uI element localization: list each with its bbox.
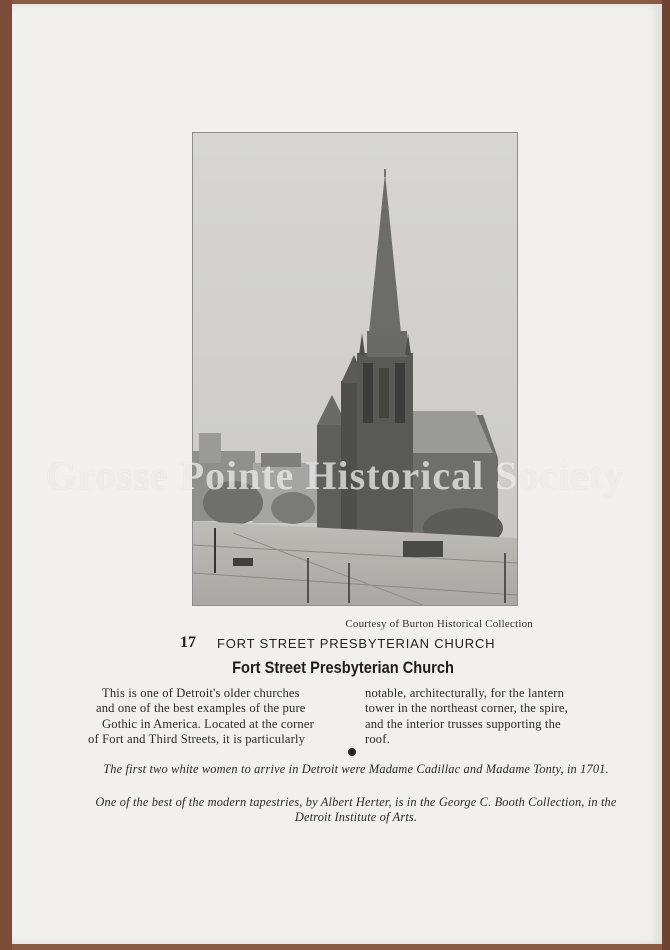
plate-title: FORT STREET PRESBYTERIAN CHURCH	[217, 636, 496, 651]
body-line: and the interior trusses supporting the	[365, 716, 561, 731]
church-illustration	[193, 133, 517, 605]
column-bullet	[348, 748, 356, 756]
body-line: tower in the northeast corner, the spire,	[365, 701, 568, 716]
body-line: notable, architecturally, for the lantern	[365, 686, 565, 700]
section-heading: Fort Street Presbyterian Church	[232, 658, 454, 677]
photo-credit: Courtesy of Burton Historical Collection	[345, 618, 533, 630]
footnote-women: The first two white women to arrive in Detroit were Madame Cadillac and Madame Tonty, in 1701.	[103, 762, 609, 776]
body-column-right	[365, 686, 621, 748]
book-binding-edge	[0, 0, 12, 950]
body-line: roof.	[365, 732, 390, 747]
watermark: Grosse Pointe Historical Society	[45, 453, 625, 498]
body-line: This is one of Detroit's older churches	[102, 686, 300, 700]
book-right-edge	[662, 0, 670, 950]
church-photograph	[192, 132, 518, 606]
body-line: of Fort and Third Streets, it is particularly	[88, 732, 306, 747]
body-column-left	[88, 686, 350, 748]
body-line: and one of the best examples of the pure	[96, 701, 306, 716]
plate-number: 17	[180, 634, 196, 651]
body-line: Gothic in America. Located at the corner	[102, 716, 314, 731]
footnote-tapestry: One of the best of the modern tapestries, by Albert Herter, is in the George C. Booth Collection, in the Detroit Institute of Arts.	[95, 795, 617, 825]
